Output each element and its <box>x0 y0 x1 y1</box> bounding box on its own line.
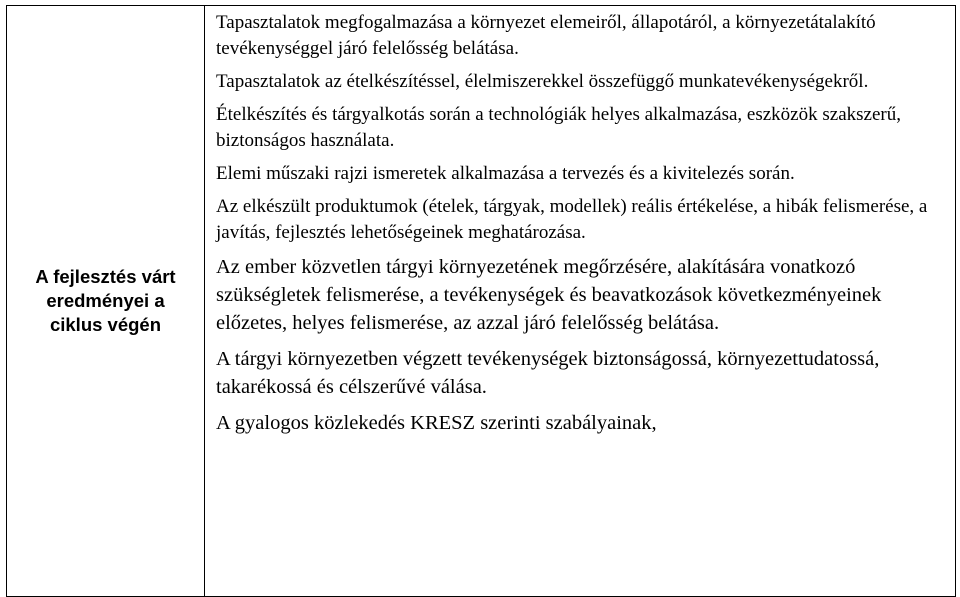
outcome-item: Az elkészült produktumok (ételek, tárgyak, modellek) reális értékelése, a hibák felismerése, a javítás, fejlesztés lehetőségeinek meghatározása. <box>216 196 928 243</box>
outcomes-table <box>6 5 956 597</box>
table-row <box>7 6 956 597</box>
row-label-cell <box>7 6 205 597</box>
outcome-item: A gyalogos közlekedés KRESZ szerinti szabályainak, <box>216 412 657 434</box>
outcome-item: Ételkészítés és tárgyalkotás során a technológiák helyes alkalmazása, eszközök szakszerű, biztonságos használata. <box>216 104 901 151</box>
row-label: A fejlesztés várt eredményei a ciklus végén <box>35 266 176 335</box>
outcome-item: A tárgyi környezetben végzett tevékenységek biztonságossá, környezettudatossá, takarékossá és célszerűvé válása. <box>216 348 880 398</box>
outcome-item: Elemi műszaki rajzi ismeretek alkalmazása a tervezés és a kivitelezés során. <box>216 163 795 184</box>
outcome-item: Tapasztalatok az ételkészítéssel, élelmiszerekkel összefüggő munkatevékenységekről. <box>216 71 869 92</box>
outcome-item: Tapasztalatok megfogalmazása a környezet elemeiről, állapotáról, a környezetátalakító tevékenységgel járó felelősség belátása. <box>216 12 876 59</box>
content-cell <box>205 6 956 597</box>
outcome-item: Az ember közvetlen tárgyi környezetének megőrzésére, alakítására vonatkozó szükségletek felismerése, a tevékenységek és beavatkozások következményeinek előzetes, helyes felismerése, az azzal járó felelősség belátása. <box>216 256 882 334</box>
